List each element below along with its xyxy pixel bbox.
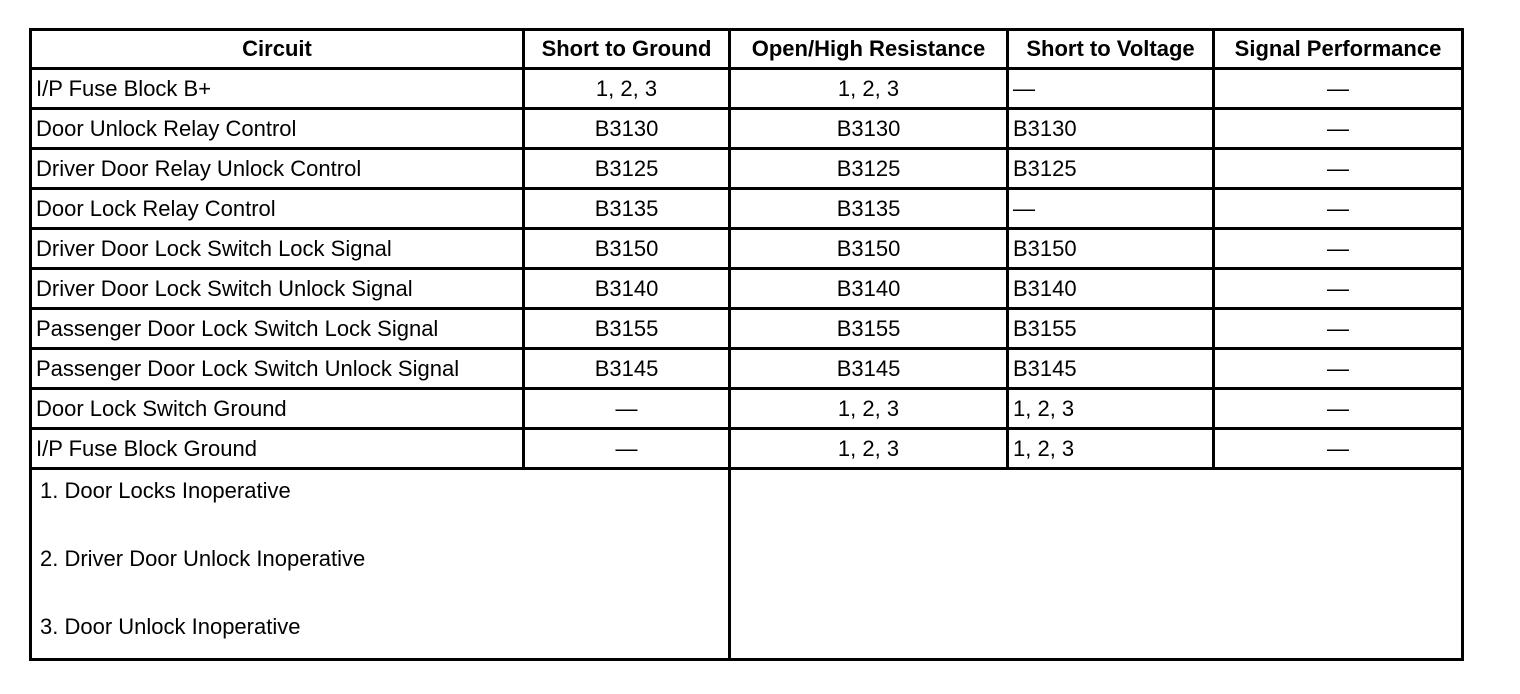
header-row — [31, 30, 1463, 69]
note-item: 1. Door Locks Inoperative — [40, 478, 291, 504]
empty-cell — [730, 469, 1463, 660]
table-row — [31, 109, 1463, 149]
table-row — [31, 69, 1463, 109]
open-high-resistance-cell: B3130 — [730, 109, 1008, 149]
open-high-resistance-cell: B3145 — [730, 349, 1008, 389]
circuit-diagnostic-table — [29, 28, 1464, 661]
signal-performance-cell: — — [1214, 69, 1463, 109]
short-to-voltage-cell: B3155 — [1008, 309, 1214, 349]
open-high-resistance-cell: B3125 — [730, 149, 1008, 189]
short-to-ground-cell: B3130 — [524, 109, 730, 149]
short-to-voltage-cell: 1, 2, 3 — [1008, 389, 1214, 429]
table-row — [31, 149, 1463, 189]
circuit-cell: Driver Door Lock Switch Unlock Signal — [31, 269, 524, 309]
open-high-resistance-cell: B3150 — [730, 229, 1008, 269]
short-to-voltage-cell: B3140 — [1008, 269, 1214, 309]
notes-row — [31, 469, 1463, 660]
short-to-ground-cell: B3125 — [524, 149, 730, 189]
signal-performance-cell: — — [1214, 189, 1463, 229]
circuit-cell: Door Lock Relay Control — [31, 189, 524, 229]
table-row — [31, 189, 1463, 229]
signal-performance-cell: — — [1214, 229, 1463, 269]
note-item: 3. Door Unlock Inoperative — [40, 614, 301, 640]
short-to-voltage-cell: B3125 — [1008, 149, 1214, 189]
short-to-voltage-cell: 1, 2, 3 — [1008, 429, 1214, 469]
short-to-ground-cell: B3150 — [524, 229, 730, 269]
signal-performance-cell: — — [1214, 349, 1463, 389]
short-to-ground-cell: B3145 — [524, 349, 730, 389]
notes-cell — [31, 469, 730, 660]
diagnostic-table-frame — [29, 28, 1461, 661]
circuit-cell: Door Lock Switch Ground — [31, 389, 524, 429]
circuit-cell: Passenger Door Lock Switch Lock Signal — [31, 309, 524, 349]
open-high-resistance-cell: 1, 2, 3 — [730, 389, 1008, 429]
circuit-cell: Driver Door Relay Unlock Control — [31, 149, 524, 189]
short-to-voltage-cell: B3150 — [1008, 229, 1214, 269]
open-high-resistance-cell: B3135 — [730, 189, 1008, 229]
note-item: 2. Driver Door Unlock Inoperative — [40, 546, 366, 572]
short-to-ground-cell: B3155 — [524, 309, 730, 349]
header-short-to-voltage: Short to Voltage — [1008, 30, 1214, 69]
table-row — [31, 229, 1463, 269]
open-high-resistance-cell: B3140 — [730, 269, 1008, 309]
short-to-voltage-cell: B3145 — [1008, 349, 1214, 389]
open-high-resistance-cell: 1, 2, 3 — [730, 429, 1008, 469]
short-to-ground-cell: — — [524, 429, 730, 469]
short-to-ground-cell: 1, 2, 3 — [524, 69, 730, 109]
short-to-ground-cell: B3135 — [524, 189, 730, 229]
short-to-voltage-cell: — — [1008, 189, 1214, 229]
header-signal-performance: Signal Performance — [1214, 30, 1463, 69]
circuit-cell: Driver Door Lock Switch Lock Signal — [31, 229, 524, 269]
circuit-cell: I/P Fuse Block Ground — [31, 429, 524, 469]
circuit-cell: I/P Fuse Block B+ — [31, 69, 524, 109]
table-row — [31, 349, 1463, 389]
circuit-cell: Passenger Door Lock Switch Unlock Signal — [31, 349, 524, 389]
short-to-ground-cell: B3140 — [524, 269, 730, 309]
circuit-cell: Door Unlock Relay Control — [31, 109, 524, 149]
open-high-resistance-cell: 1, 2, 3 — [730, 69, 1008, 109]
open-high-resistance-cell: B3155 — [730, 309, 1008, 349]
table-row — [31, 309, 1463, 349]
header-short-to-ground: Short to Ground — [524, 30, 730, 69]
signal-performance-cell: — — [1214, 389, 1463, 429]
header-open-high-resistance: Open/High Resistance — [730, 30, 1008, 69]
table-row — [31, 389, 1463, 429]
short-to-voltage-cell: — — [1008, 69, 1214, 109]
signal-performance-cell: — — [1214, 269, 1463, 309]
signal-performance-cell: — — [1214, 149, 1463, 189]
header-circuit: Circuit — [31, 30, 524, 69]
signal-performance-cell: — — [1214, 309, 1463, 349]
short-to-voltage-cell: B3130 — [1008, 109, 1214, 149]
table-row — [31, 429, 1463, 469]
short-to-ground-cell: — — [524, 389, 730, 429]
table-row — [31, 269, 1463, 309]
signal-performance-cell: — — [1214, 429, 1463, 469]
signal-performance-cell: — — [1214, 109, 1463, 149]
